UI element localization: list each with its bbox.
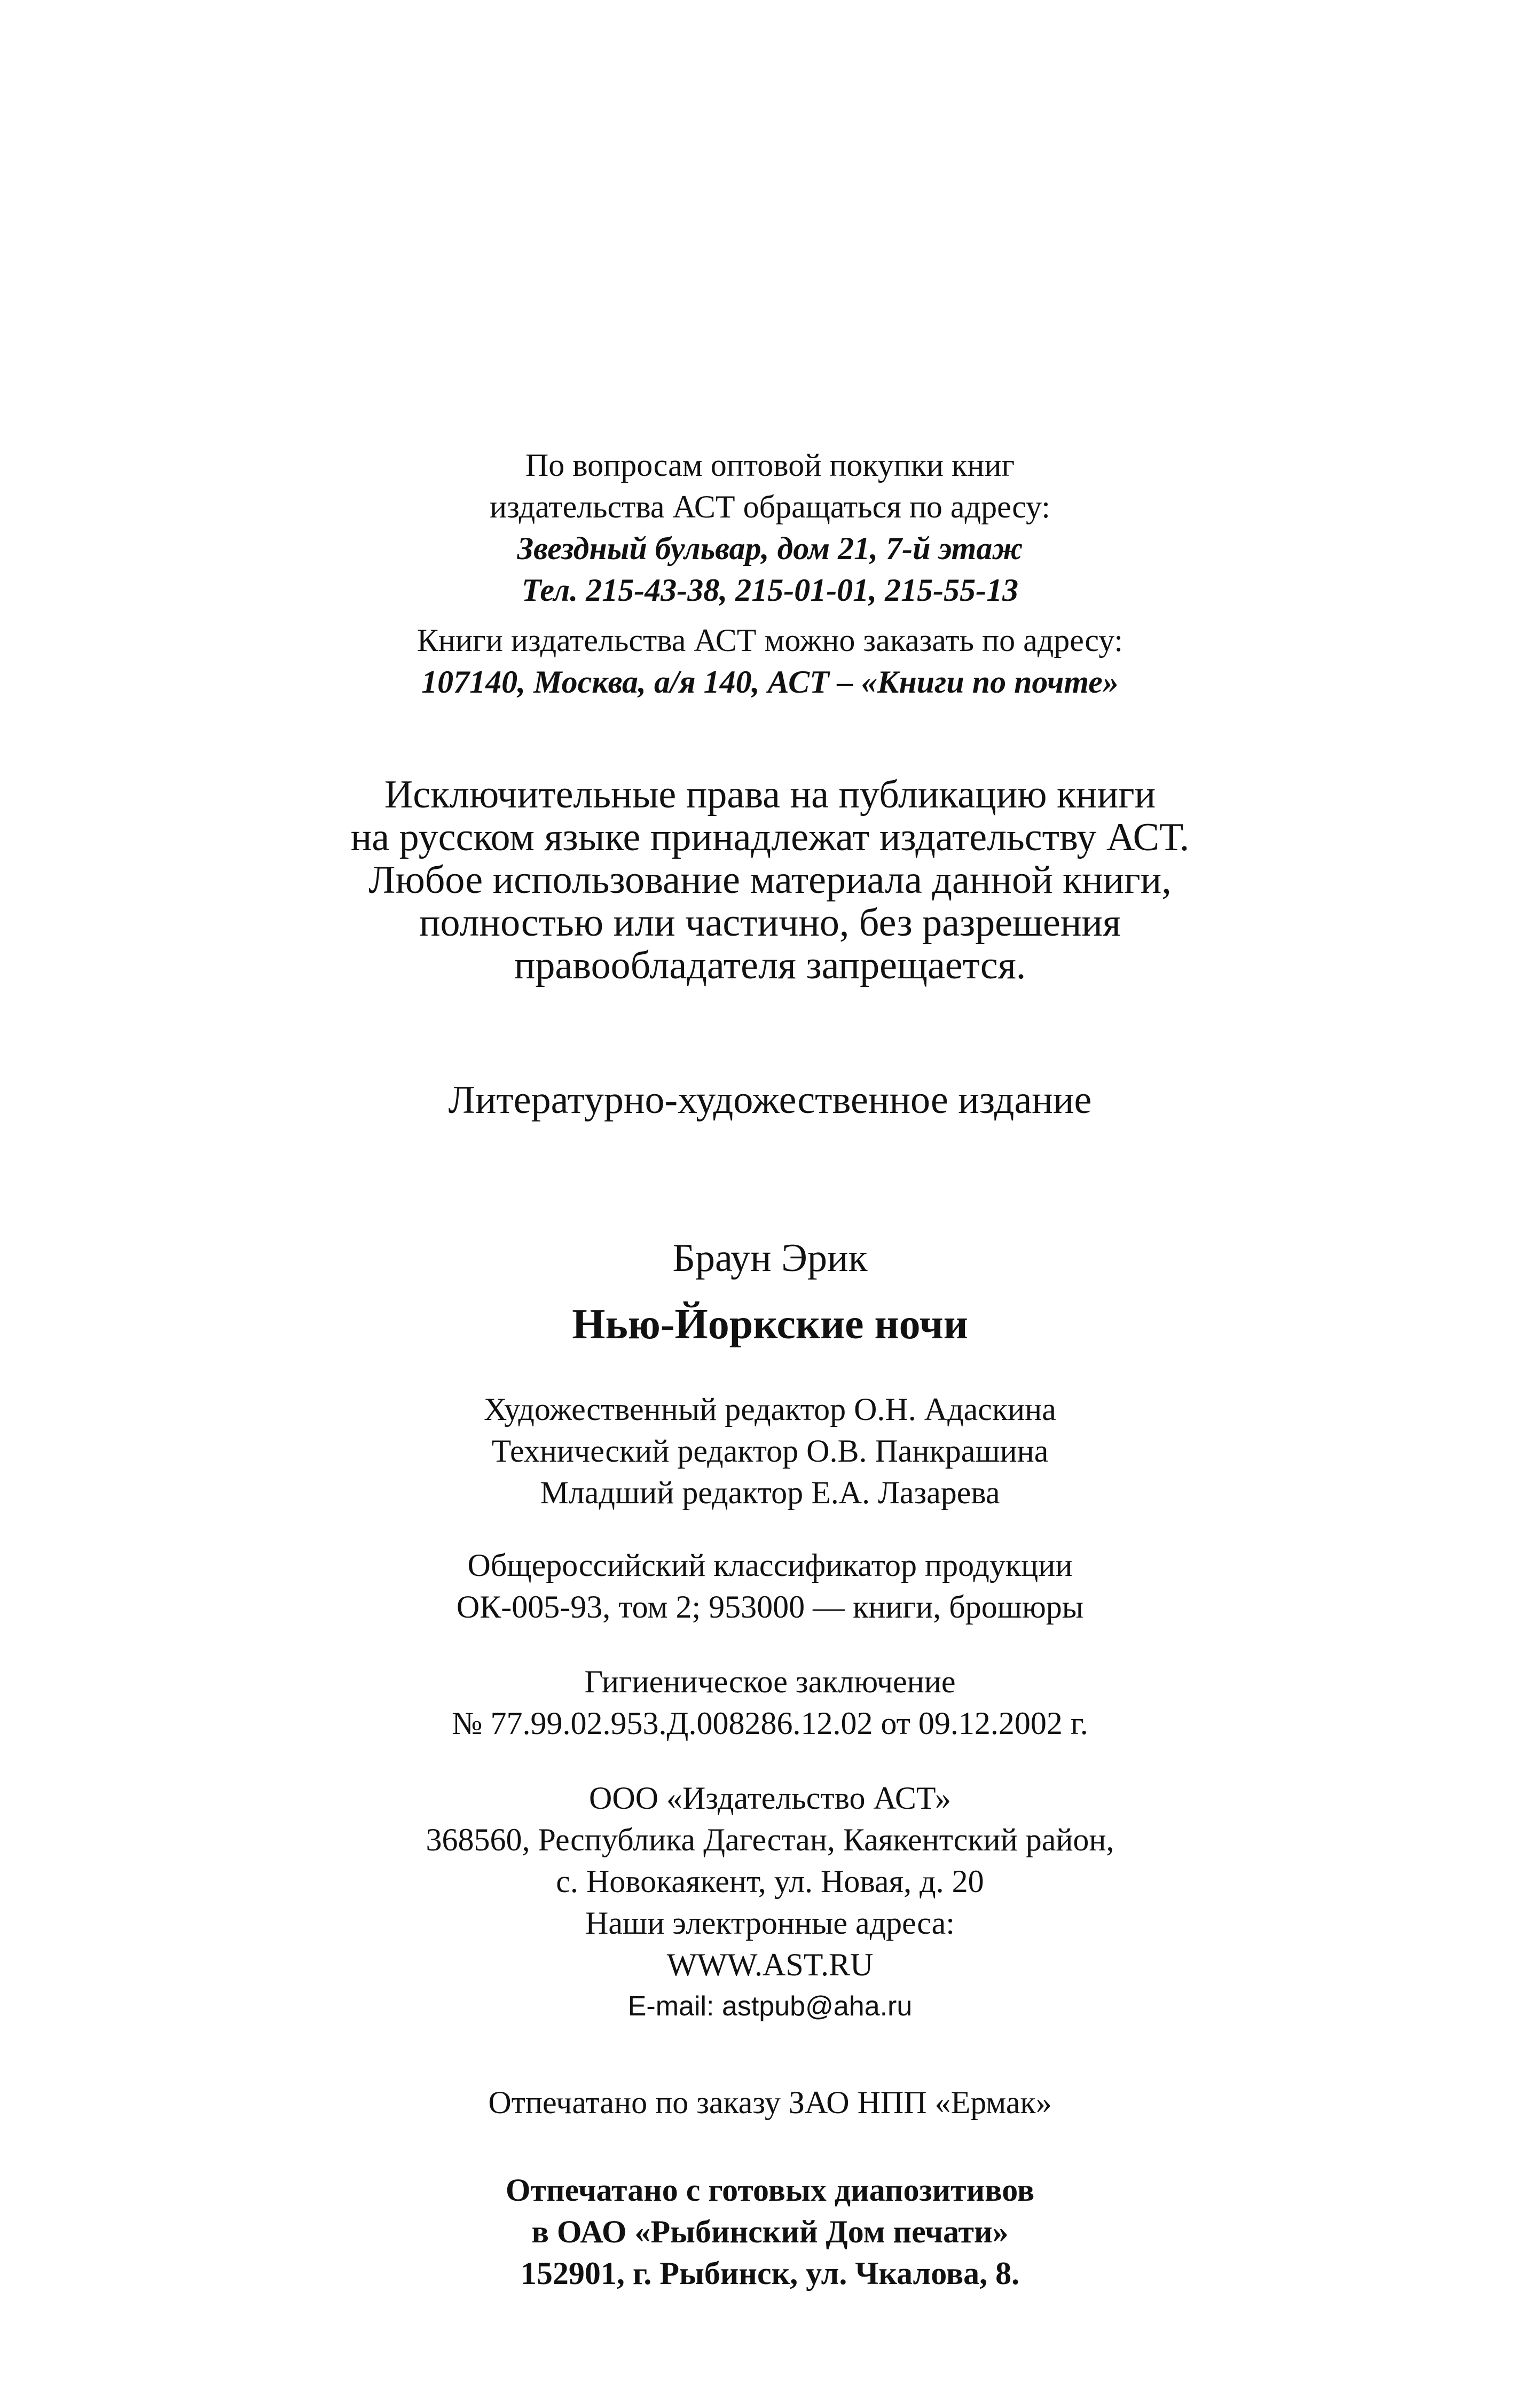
publisher-web-label: Наши электронные адреса:	[585, 1905, 955, 1941]
wholesale-address: Звездный бульвар, дом 21, 7-й этаж	[517, 531, 1023, 566]
publisher-name: ООО «Издательство АСТ»	[589, 1780, 951, 1816]
rights-notice	[0, 773, 1540, 987]
editor-line: Художественный редактор О.Н. Адаскина	[484, 1392, 1056, 1427]
rights-line: Исключительные права на публикацию книги	[384, 773, 1156, 817]
rights-line: на русском языке принадлежат издательству АСТ.	[350, 815, 1190, 859]
printer-line-3: 152901, г. Рыбинск, ул. Чкалова, 8.	[520, 2256, 1020, 2291]
wholesale-line-1: По вопросам оптовой покупки книг	[525, 448, 1015, 483]
book-title: Нью-Йоркские ночи	[572, 1301, 968, 1348]
book-title-block	[0, 1298, 1540, 1351]
printed-order: Отпечатано по заказу ЗАО НПП «Ермак»	[488, 2085, 1052, 2120]
printer-line-2: в ОАО «Рыбинский Дом печати»	[531, 2214, 1009, 2249]
wholesale-line-2: издательства АСТ обращаться по адресу:	[490, 489, 1050, 524]
classifier-line-1: Общероссийский классификатор продукции	[467, 1548, 1073, 1583]
wholesale-phone: Тел. 215-43-38, 215-01-01, 215-55-13	[521, 572, 1019, 608]
classifier-line-2: ОК-005-93, том 2; 953000 — книги, брошюры	[456, 1589, 1084, 1625]
mail-order-address: 107140, Москва, а/я 140, АСТ – «Книги по почте»	[421, 664, 1119, 700]
printer-line-1: Отпечатано с готовых диапозитивов	[505, 2172, 1035, 2208]
mail-order-block	[0, 619, 1540, 703]
rights-line: полностью или частично, без разрешения	[419, 901, 1121, 945]
rights-line: Любое использование материала данной книги,	[368, 858, 1172, 902]
printed-order-block	[0, 2082, 1540, 2123]
book-author: Браун Эрик	[672, 1236, 868, 1280]
hygiene-line-1: Гигиеническое заключение	[584, 1664, 956, 1699]
editor-line: Младший редактор Е.А. Лазарева	[540, 1475, 1000, 1510]
editors-block	[0, 1388, 1540, 1513]
printer-block	[0, 2169, 1540, 2294]
publisher-address-2: с. Новокаякент, ул. Новая, д. 20	[556, 1864, 984, 1899]
hygiene-block	[0, 1661, 1540, 1744]
edition-type-label: Литературно-художественное издание	[448, 1078, 1092, 1122]
publisher-address-1: 368560, Республика Дагестан, Каякентский район,	[426, 1822, 1114, 1857]
publisher-website: WWW.AST.RU	[666, 1947, 874, 1982]
book-author-block	[0, 1231, 1540, 1285]
classifier-block	[0, 1544, 1540, 1628]
publisher-email: E-mail: astpub@aha.ru	[627, 1991, 913, 2022]
edition-type	[0, 1079, 1540, 1121]
publisher-block	[0, 1777, 1540, 2027]
mail-order-line-1: Книги издательства АСТ можно заказать по адресу:	[417, 623, 1123, 658]
hygiene-line-2: № 77.99.02.953.Д.008286.12.02 от 09.12.2002 г.	[452, 1706, 1088, 1741]
wholesale-block	[0, 444, 1540, 611]
rights-line: правообладателя запрещается.	[514, 944, 1026, 987]
editor-line: Технический редактор О.В. Панкрашина	[491, 1433, 1049, 1469]
